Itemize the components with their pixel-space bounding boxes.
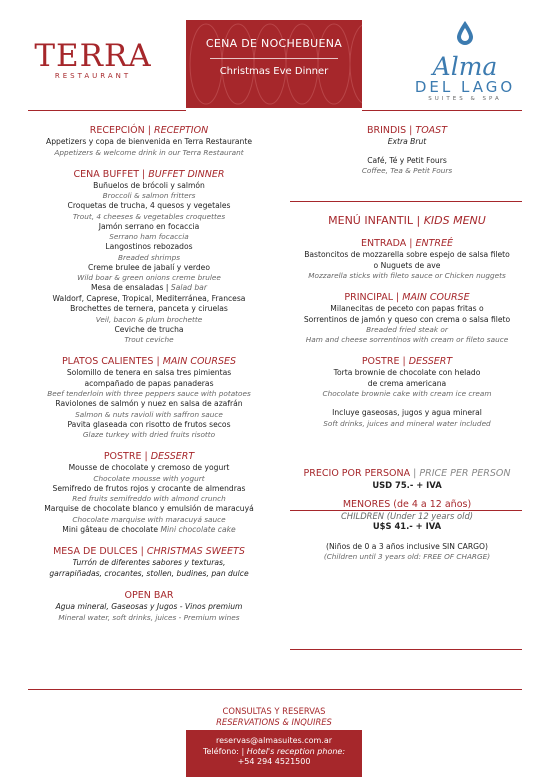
section-heading: MESA DE DULCES | CHRISTMAS SWEETS bbox=[53, 546, 245, 557]
item-en: Mozzarella sticks with fileto sauce or Chicken nuggets bbox=[308, 271, 506, 280]
item-en: Ham and cheese sorrentinos with cream or fileto sauce bbox=[305, 335, 509, 344]
heading-es: RECEPCIÓN bbox=[89, 125, 145, 136]
section-sweets bbox=[14, 545, 284, 579]
section-kids-menu bbox=[272, 214, 542, 227]
section-open-bar bbox=[14, 589, 284, 623]
section-heading: POSTRE | DESSERT bbox=[361, 356, 453, 367]
section-heading: PRINCIPAL | MAIN COURSE bbox=[344, 292, 470, 303]
left-column bbox=[14, 124, 284, 623]
item-es: Raviolones de salmón y nuez en salsa de azafrán bbox=[55, 399, 243, 408]
item-es: Appetizers y copa de bienvenida en Terra Restaurante bbox=[46, 137, 252, 146]
section-heading: BRINDIS | TOAST bbox=[366, 125, 448, 136]
header-banner bbox=[186, 20, 362, 108]
del-lago-logo-word: DEL LAGO bbox=[414, 78, 516, 96]
item-en: Salmon & nuts ravioli with saffron sauce bbox=[75, 409, 223, 419]
right-column bbox=[272, 124, 542, 562]
item-en: Trout, 4 cheeses & vegetables croquettes bbox=[72, 211, 226, 221]
item-en: Wild boar & green onions creme brulee bbox=[77, 273, 221, 282]
item-es: Solomillo de tenera en salsa tres pimientas bbox=[66, 368, 232, 377]
item-list bbox=[14, 602, 284, 623]
item-en: Glaze turkey with dried fruits risotto bbox=[82, 430, 216, 439]
item-es: Torta brownie de chocolate con helado bbox=[333, 368, 481, 377]
item-en: Beef tenderloin with three peppers sauce with potatoes bbox=[47, 389, 251, 398]
heading-es: ENTRADA bbox=[360, 238, 407, 249]
item-es: acompañado de papas panaderas bbox=[84, 378, 214, 388]
item-es: de crema americana bbox=[367, 378, 447, 388]
item-list bbox=[272, 250, 542, 281]
item-es: Semifredo de frutos rojos y crocante de almendras bbox=[52, 483, 246, 493]
heading-en: DESSERT bbox=[150, 451, 195, 462]
heading-en: DESSERT bbox=[408, 356, 453, 367]
item-en: Breaded fried steak or bbox=[366, 325, 448, 334]
item-en: Serrano ham focaccia bbox=[109, 232, 189, 241]
item-es-text: Mesa de ensaladas | bbox=[91, 283, 171, 292]
section-price bbox=[272, 467, 542, 563]
free-es: (Niños de 0 a 3 años inclusive SIN CARGO) bbox=[326, 541, 488, 551]
section-heading: POSTRE | DESSERT bbox=[103, 451, 195, 462]
alma-logo-word: Alma bbox=[432, 52, 498, 81]
item-en: Appetizers & welcome drink in our Terra Restaurant bbox=[54, 147, 244, 157]
water-drop-icon bbox=[455, 20, 475, 46]
rule-after-price bbox=[290, 649, 522, 650]
item-es: Agua mineral, Gaseosas y Jugos - Vinos premium bbox=[55, 602, 243, 611]
item-es: Sorrentinos de jamón y queso con crema o salsa fileto bbox=[303, 314, 511, 324]
item-list bbox=[14, 558, 284, 579]
header-rule-right bbox=[362, 110, 522, 111]
item-es: Pavita glaseada con risotto de frutos secos bbox=[67, 419, 231, 429]
section-reception bbox=[14, 124, 284, 158]
section-heading: RECEPCIÓN | RECEPTION bbox=[89, 125, 209, 136]
section-kids-dessert bbox=[272, 355, 542, 429]
section-toast bbox=[272, 124, 542, 176]
minors-heading-en: CHILDREN (Under 12 years old) bbox=[340, 511, 474, 521]
section-heading: OPEN BAR bbox=[124, 590, 174, 601]
item-en: Chocolate brownie cake with cream ice cream bbox=[322, 389, 492, 398]
item-es: Croquetas de trucha, 4 quesos y vegetales bbox=[67, 201, 231, 210]
item-es: Buñuelos de brócoli y salmón bbox=[93, 180, 205, 190]
item-en: Red fruits semifreddo with almond crunch bbox=[72, 494, 226, 503]
heading-es: MESA DE DULCES bbox=[53, 546, 138, 557]
heading-es: POSTRE bbox=[103, 451, 142, 462]
item-es: Waldorf, Caprese, Tropical, Mediterránea, Francesa bbox=[52, 293, 246, 303]
heading-es: PRECIO POR PERSONA bbox=[303, 467, 411, 479]
coffee-item-es: Café, Té y Petit Fours bbox=[367, 155, 447, 165]
phone-label-en: Hotel's reception phone: bbox=[246, 746, 346, 756]
item-list bbox=[14, 181, 284, 346]
heading-es: CENA BUFFET bbox=[73, 168, 140, 180]
item-en: Trout ceviche bbox=[124, 335, 174, 344]
item-list bbox=[272, 368, 542, 399]
section-heading: PLATOS CALIENTES | MAIN COURSES bbox=[61, 356, 237, 367]
item-es: Mousse de chocolate y cremoso de yogurt bbox=[68, 463, 230, 472]
alma-del-lago-logo bbox=[400, 20, 530, 102]
item-list bbox=[14, 368, 284, 440]
heading-en: ENTREÉ bbox=[415, 238, 454, 249]
item-en: Chocolate marquise with maracuyá sauce bbox=[72, 514, 226, 524]
footer-title-en: RESERVATIONS & INQUIRES bbox=[216, 717, 332, 727]
heading-es: BRINDIS bbox=[366, 125, 407, 136]
heading-en: BUFFET DINNER bbox=[148, 168, 225, 180]
heading-en: PRICE PER PERSON bbox=[419, 467, 511, 479]
item-es: Bastoncitos de mozzarella sobre espejo de salsa fileto bbox=[304, 250, 510, 259]
heading-es: MENÚ INFANTIL bbox=[328, 214, 413, 227]
drinks-en: Soft drinks, juices and mineral water included bbox=[323, 418, 491, 428]
item-es: Ceviche de trucha bbox=[114, 324, 184, 334]
item-list bbox=[14, 463, 284, 535]
section-heading: ENTRADA | ENTREÉ bbox=[360, 238, 454, 249]
heading-en: MAIN COURSES bbox=[162, 356, 237, 367]
banner-divider bbox=[210, 58, 338, 59]
heading-es: POSTRE bbox=[361, 356, 400, 367]
terra-logo-sub: RESTAURANT bbox=[54, 72, 132, 80]
contact-email[interactable]: reservas@almasuites.com.ar bbox=[215, 736, 333, 745]
banner-subtitle: Christmas Eve Dinner bbox=[219, 66, 329, 77]
banner-title: CENA DE NOCHEBUENA bbox=[205, 37, 343, 50]
item-es: garrapiñadas, crocantes, stollen, budines, pan dulce bbox=[49, 568, 249, 578]
heading-en: CHRISTMAS SWEETS bbox=[146, 546, 245, 557]
item-en: Chocolate mousse with yogurt bbox=[93, 473, 205, 483]
footer-title-es: CONSULTAS Y RESERVAS bbox=[222, 706, 326, 716]
heading-es: PLATOS CALIENTES bbox=[61, 356, 154, 367]
suites-spa-logo-word: SUITES & SPA bbox=[428, 95, 502, 102]
minors-heading: MENORES (de 4 a 12 años) bbox=[342, 499, 472, 510]
item-en-text: Mini chocolate cake bbox=[160, 524, 236, 534]
header-rule-left bbox=[28, 110, 186, 111]
heading-en: RECEPTION bbox=[154, 125, 209, 136]
item-es: Brochettes de ternera, panceta y ciruelas bbox=[70, 304, 228, 313]
heading-en: KIDS MENU bbox=[423, 214, 486, 227]
footer-rule bbox=[28, 689, 522, 690]
section-heading: CENA BUFFET | BUFFET DINNER bbox=[73, 168, 225, 180]
item-es: Jamón serrano en focaccia bbox=[98, 221, 200, 231]
free-en: (Children until 3 years old: FREE OF CHARGE) bbox=[323, 552, 491, 561]
banner-pattern bbox=[186, 20, 362, 108]
terra-logo bbox=[28, 38, 158, 80]
item-es: Marquise de chocolate blanco y emulsión de maracuyá bbox=[44, 504, 254, 513]
footer-title bbox=[186, 706, 362, 728]
contact-phone[interactable]: +54 294 4521500 bbox=[237, 757, 311, 766]
heading-es: PRINCIPAL bbox=[344, 292, 393, 303]
item-en: Veil, bacon & plum brochette bbox=[95, 314, 203, 324]
item-es: Langostinos rebozados bbox=[105, 242, 193, 251]
phone-label-es: Teléfono: | bbox=[202, 746, 247, 756]
item-es: Turrón de diferentes sabores y texturas, bbox=[72, 558, 226, 567]
section-kids-main bbox=[272, 291, 542, 345]
price-heading: PRECIO POR PERSONA | PRICE PER PERSON bbox=[303, 467, 511, 479]
terra-logo-word: TERRA bbox=[34, 38, 152, 74]
contact-phone-label bbox=[186, 747, 362, 758]
section-dessert bbox=[14, 450, 284, 535]
item-es-text: Mini gâteau de chocolate bbox=[62, 524, 161, 534]
section-kids-entree bbox=[272, 237, 542, 281]
item-en: Broccoli & salmon fritters bbox=[102, 191, 196, 200]
item-list bbox=[272, 304, 542, 345]
kids-menu-heading: MENÚ INFANTIL | KIDS MENU bbox=[328, 214, 486, 227]
contact-box bbox=[186, 730, 362, 777]
section-buffet bbox=[14, 168, 284, 346]
toast-item: Extra Brut bbox=[387, 137, 427, 146]
item-es: o Nuguets de ave bbox=[373, 260, 441, 270]
item-es: Creme brulee de jabalí y verdeo bbox=[87, 262, 210, 272]
heading-en: TOAST bbox=[415, 125, 448, 136]
item-es bbox=[14, 283, 284, 294]
heading-en: MAIN COURSE bbox=[402, 292, 470, 303]
coffee-item-en: Coffee, Tea & Petit Fours bbox=[361, 166, 453, 175]
item-en: Breaded shrimps bbox=[117, 252, 181, 262]
item-es: Milanecitas de peceto con papas fritas o bbox=[330, 304, 484, 313]
minors-amount: U$S 41.- + IVA bbox=[372, 521, 442, 531]
item-en: Mineral water, soft drinks, juices - Premium wines bbox=[58, 612, 240, 622]
section-main-courses bbox=[14, 355, 284, 440]
price-amount: USD 75.- + IVA bbox=[372, 479, 442, 490]
item-en-text: Salad bar bbox=[170, 283, 207, 292]
item-es bbox=[14, 525, 284, 536]
drinks-es: Incluye gaseosas, jugos y agua mineral bbox=[332, 408, 482, 417]
